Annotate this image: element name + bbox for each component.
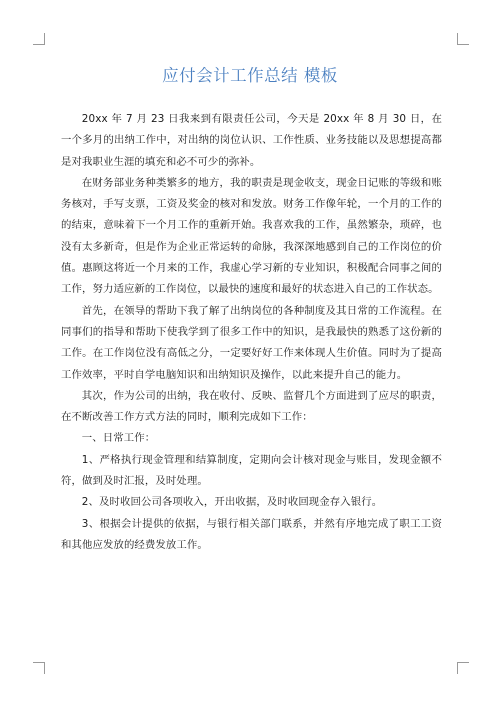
crop-mark-top-left [33,33,45,45]
crop-mark-bottom-right [457,662,469,674]
document-body [61,109,442,556]
paragraph-duties: 在财务部业务种类繁多的地方，我的职责是现金收支，现金日记账的等级和账务核对，手写支票，工资及奖金的核对和发放。财务工作像年轮，一个月的工作的的结束，意味着下一个月工作的重新开始。我喜欢我的工作，虽然繁杂，琐碎，也没有太多新奇，但是作为企业正常运转的命脉，我深深地感到自己的工作岗位的价值。惠顾这将近一个月来的工作，我虚心学习新的专业知识，积极配合同事之间的工作，努力适应新的工作岗位，以最快的速度和最好的状态进入自己的工作状态。 [61,176,442,296]
paragraph-first: 首先，在领导的帮助下我了解了出纳岗位的各种制度及其日常的工作流程。在同事们的指导和帮助下使我学到了很多工作中的知识，是我最快的熟悉了这份新的工作。在工作岗位没有高低之分，一定要好好工作来体现人生价值。同时为了提高工作效率，平时自学电脑知识和出纳知识及操作，以此来提升自己的能力。 [61,304,442,381]
section-heading-daily-work: 一、日常工作： [81,432,156,445]
list-item-3: 3、根据会计提供的依据，与银行相关部门联系，并然有序地完成了职工工资和其他应发放的经费发放工作。 [61,517,442,551]
document-title: 应付会计工作总结 模板 [162,66,338,85]
crop-mark-top-right [457,33,469,45]
crop-mark-bottom-left [33,662,45,674]
paragraph-intro: 20xx 年 7 月 23 日我来到有限责任公司，今天是 20xx 年 8 月 30 日，在一个多月的出纳工作中，对出纳的岗位认识、工作性质、业务技能以及思想提高都是对我职业生涯的填充和必不可少的弥补。 [61,113,442,168]
list-item-2: 2、及时收回公司各项收入，开出收据，及时收回现金存入银行。 [81,496,383,509]
list-item-1: 1、严格执行现金管理和结算制度，定期向会计核对现金与账目，发现金额不符，做到及时汇报，及时处理。 [61,453,442,488]
paragraph-second: 其次，作为公司的出纳，我在收付、反映、监督几个方面进到了应尽的职责，在不断改善工作方式方法的同时，顺利完成如下工作： [61,389,442,424]
